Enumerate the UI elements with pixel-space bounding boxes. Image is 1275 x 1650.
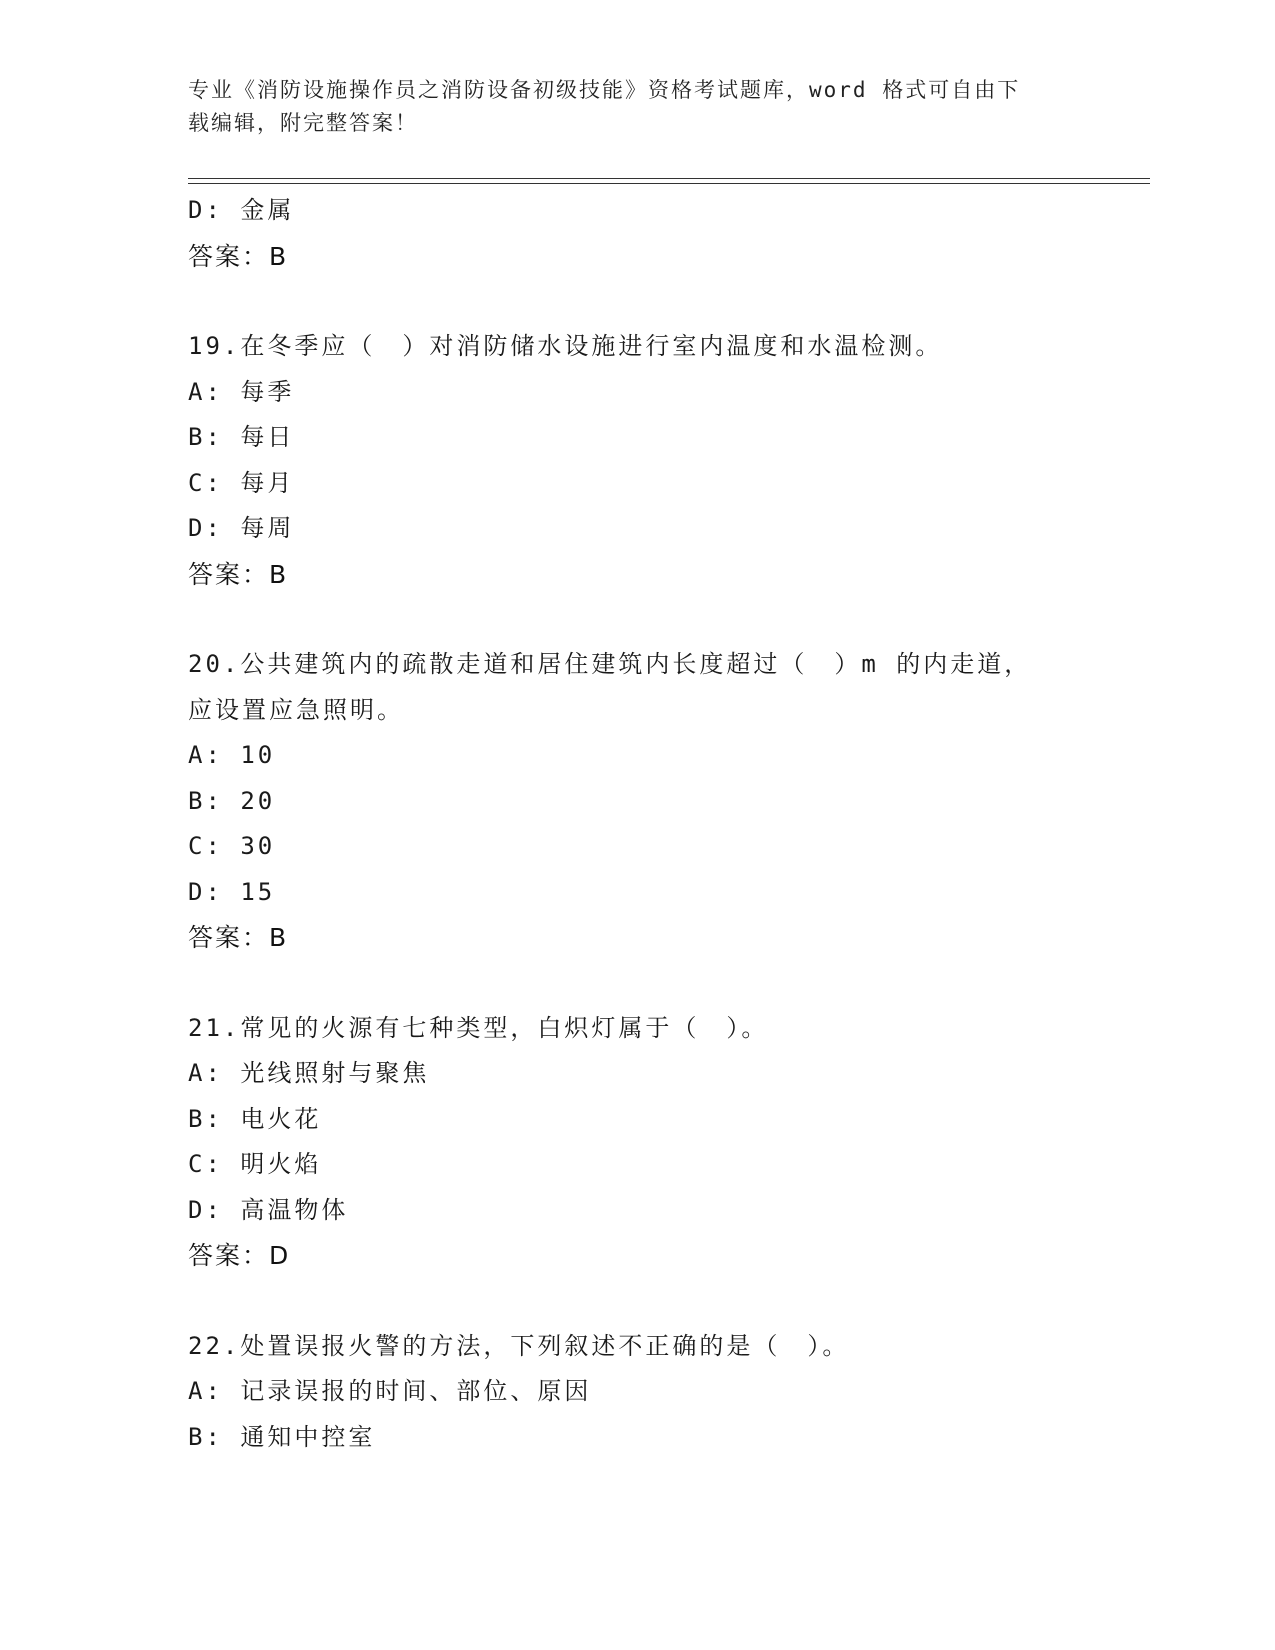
- answer-line: 答案：B: [188, 923, 289, 952]
- document-header: [188, 74, 1088, 140]
- header-divider-top: [188, 178, 1150, 179]
- question-stem-line-2: 应设置应急照明。: [188, 695, 404, 724]
- question-list: [188, 188, 1088, 1460]
- question-stem-line-1: 20.公共建筑内的疏散走道和居住建筑内长度超过（ ）m 的内走道，: [188, 650, 1032, 678]
- header-line-1: 专业《消防设施操作员之消防设备初级技能》资格考试题库，word 格式可自由下: [188, 78, 1021, 102]
- question-20: [188, 642, 1088, 961]
- option-d: D: 每周: [188, 514, 295, 542]
- answer-line: 答案：B: [188, 559, 289, 589]
- header-line-2: 载编辑，附完整答案！: [188, 111, 418, 135]
- option-a: A: 每季: [188, 377, 295, 406]
- option-c: C: 每月: [188, 468, 295, 497]
- option-c: C: 30: [188, 832, 276, 860]
- spacer: [188, 961, 1088, 1006]
- spacer: [188, 597, 1088, 642]
- option-b: B: 每日: [188, 423, 295, 451]
- answer-line: 答案：B: [188, 241, 289, 271]
- question-22: [188, 1324, 1088, 1461]
- option-b: B: 电火花: [188, 1104, 322, 1133]
- question-18-tail: [188, 188, 1088, 279]
- option-a: A: 记录误报的时间、部位、原因: [188, 1377, 592, 1405]
- answer-line: 答案：D: [188, 1241, 291, 1270]
- option-d: D: 15: [188, 877, 276, 906]
- spacer: [188, 279, 1088, 324]
- option-c: C: 明火焰: [188, 1150, 322, 1178]
- option-a: A: 10: [188, 741, 276, 769]
- question-stem: 22.处置误报火警的方法，下列叙述不正确的是（ ）。: [188, 1331, 850, 1360]
- option-b: B: 20: [188, 786, 276, 815]
- option-d: D: 高温物体: [188, 1195, 349, 1224]
- question-21: [188, 1006, 1088, 1279]
- option-a: A: 光线照射与聚焦: [188, 1059, 430, 1087]
- option-b: B: 通知中控室: [188, 1422, 376, 1451]
- question-19: [188, 324, 1088, 597]
- question-stem: 19.在冬季应（ ）对消防储水设施进行室内温度和水温检测。: [188, 332, 943, 360]
- question-stem: 21.常见的火源有七种类型，白炽灯属于（ ）。: [188, 1013, 769, 1042]
- header-divider-bottom: [188, 183, 1150, 184]
- option-d: D: 金属: [188, 196, 295, 224]
- spacer: [188, 1279, 1088, 1324]
